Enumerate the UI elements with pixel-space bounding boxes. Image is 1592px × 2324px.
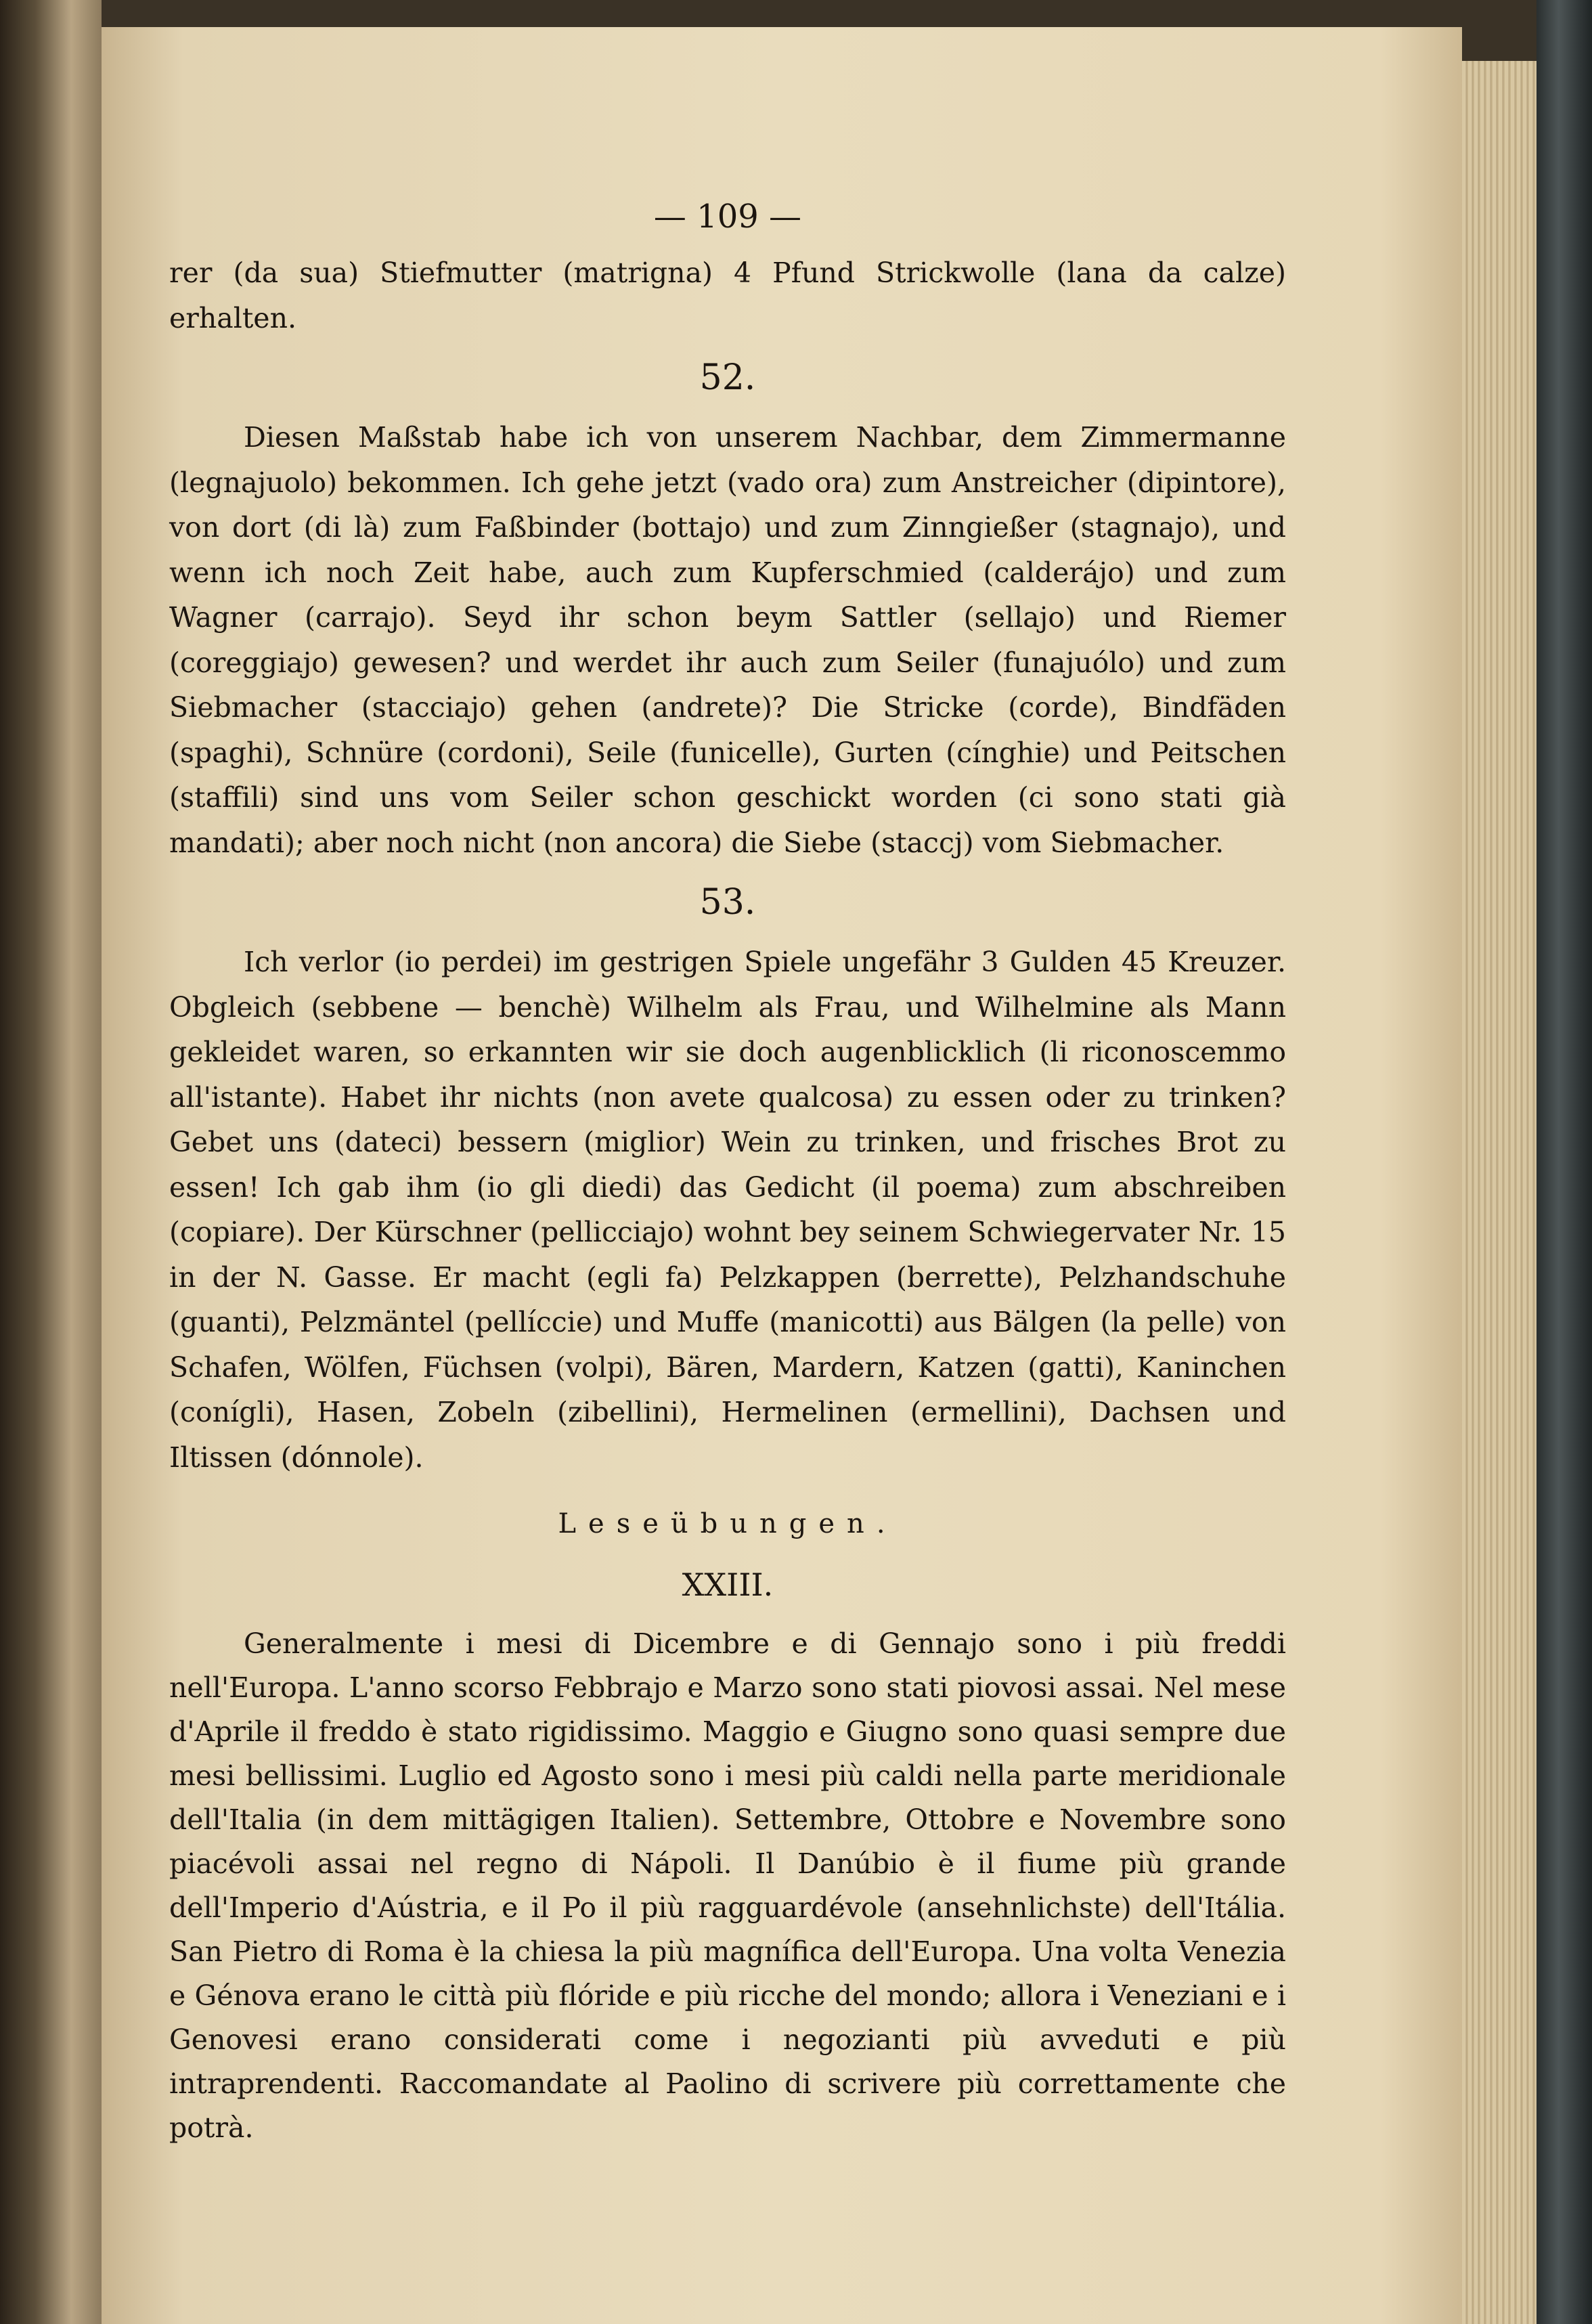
page-number: — 109 —	[653, 198, 802, 236]
section-paragraph: Ich verlor (io perdei) im gestrigen Spiele ungefähr 3 Gulden 45 Kreuzer. Obgleich (sebbene — benchè) Wilhelm als Frau, und Wilhelmine als Mann gekleidet waren, so erkannten wir sie doch augenblicklich (li riconoscemmo all'istante). Habet ihr nichts (non avete qualcosa) zu essen oder zu trinken? Gebet uns (dateci) bessern (miglior) Wein zu trinken, und frisches Brot zu essen! Ich gab ihm (io gli diedi) das Gedicht (il poema) zum abschreiben (copiare). Der Kürschner (pellicciajo) wohnt bey seinem Schwiegervater Nr. 15 in der N. Gasse. Er macht (egli fa) Pelzkappen (berrette), Pelzhandschuhe (guanti), Pelzmäntel (pellíccie) und Muffe (manicotti) aus Bälgen (la pelle) von Schafen, Wölfen, Füchsen (volpi), Bären, Mardern, Katzen (gatti), Kaninchen (conígli), Hasen, Zobeln (zibellini), Hermelinen (ermellini), Dachsen und Iltissen (dónnole).	[169, 946, 1286, 1474]
exercise-number: XXIII.	[682, 1566, 774, 1603]
page-edges	[1462, 61, 1536, 2324]
section-paragraph: Diesen Maßstab habe ich von unserem Nachbar, dem Zimmermanne (legnajuolo) bekommen. Ich gehe jetzt (vado ora) zum Anstreicher (dipintore), von dort (di là) zum Faßbinder (bottajo) und zum Zinngießer (stagnajo), und wenn ich noch Zeit habe, auch zum Kupferschmied (calderájo) und zum Wagner (carrajo). Seyd ihr schon beym Sattler (sellajo) und Riemer (coreggiajo) gewesen? und werdet ihr auch zum Seiler (funajuólo) und zum Siebmacher (stacciajo) gehen (andrete)? Die Stricke (corde), Bindfäden (spaghi), Schnüre (cordoni), Seile (funicelle), Gurten (cínghie) und Peitschen (staffili) sind uns vom Seiler schon geschickt worden (ci sono stati già mandati); aber noch nicht (non ancora) die Siebe (staccj) vom Siebmacher.	[169, 421, 1286, 859]
reading-exercises-heading: Leseübungen.	[558, 1508, 898, 1539]
italian-exercise-paragraph: Generalmente i mesi di Dicembre e di Gennajo sono i più freddi nell'Europa. L'anno scorso Febbrajo e Marzo sono stati piovosi assai. Nel mese d'Aprile il freddo è stato rigidissimo. Maggio e Giugno sono quasi sempre due mesi bellissimi. Luglio ed Agosto sono i mesi più caldi nella parte meridionale dell'Italia (in dem mittägigen Italien). Settembre, Ottobre e Novembre sono piacévoli assai nel regno di Nápoli. Il Danúbio è il fiume più grande dell'Imperio d'Aústria, e il Po il più ragguardévole (ansehnlichste) dell'Itália. San Pietro di Roma è la chiesa la più magnífica dell'Europa. Una volta Venezia e Génova erano le città più flóride e più ricche del mondo; allora i Veneziani e i Genovesi erano considerati come i negozianti più avveduti e più intraprendenti. Raccomandate al Paolino di scrivere più correttamente che potrà.	[169, 1627, 1286, 2144]
facing-page-edge	[0, 0, 102, 2324]
book-cover	[1536, 0, 1592, 2324]
page-content	[169, 190, 1286, 2150]
section-number: 53.	[699, 882, 756, 923]
continuation-paragraph: rer (da sua) Stiefmutter (matrigna) 4 Pfund Strickwolle (lana da calze) erhalten.	[169, 257, 1286, 334]
section-number: 52.	[699, 357, 756, 398]
